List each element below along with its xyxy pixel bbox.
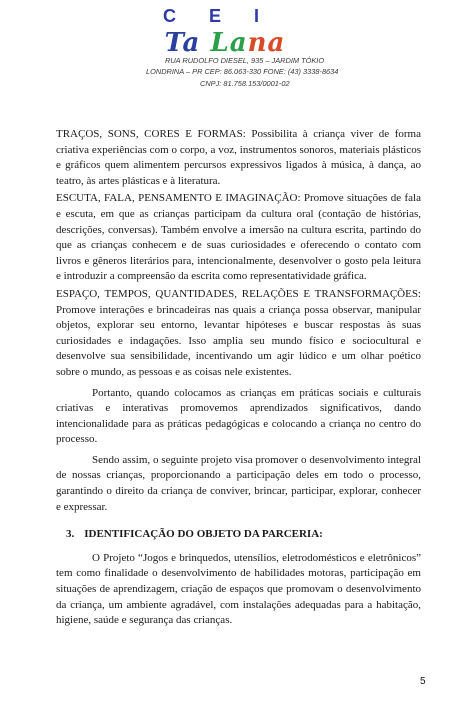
logo-text-la: La — [210, 28, 248, 58]
section-heading — [66, 527, 421, 543]
letterhead — [0, 0, 461, 104]
page-number: 5 — [420, 676, 426, 687]
section-title: IDENTIFICAÇÃO DO OBJETO DA PARCERIA: — [84, 528, 323, 541]
address-line-city-phone: LONDRINA – PR CEP: 86.063-330 FONE: (43) 3338-8634 — [146, 67, 339, 76]
paragraph-espaco-tempos: ESPAÇO, TEMPOS, QUANTIDADES, RELAÇÕES E TRANSFORMAÇÕES: Promove interações e brincadeiras nas quais a criança possa observar, manipular objetos, explorar seu entorno, levantar hipóteses e buscar respostas às suas curiosidades e indagações. Isso amplia seu mundo físico e sociocultural e desenvolve sua sensibilidade, incentivando um agir lúdico e um olhar poético sobre o mundo, as pessoas e as coisas nele existentes. — [56, 287, 421, 378]
paragraph-tracos-sons: TRAÇOS, SONS, CORES E FORMAS: Possibilita à criança viver de forma criativa experiências com o corpo, a voz, instrumentos sonoros, materiais plásticos e gráficos quem alimentem percursos expressivos ligados à música, à dança, ao teatro, às artes plásticas e à literatura. — [56, 128, 421, 187]
document-body — [56, 125, 421, 629]
logo-text-ta: Ta — [164, 28, 201, 58]
paragraph-projeto: O Projeto “Jogos e brinquedos, utensílios, eletrodomésticos e eletrônicos” tem como finalidade o desenvolvimento de habilidades motoras, participação em situações de aprendizagem, criação de espaços que promovam o desenvolvimento da criança, um ambiente agradável, com instalações adequadas para a habitação, higiene, saúde e segurança das crianças. — [56, 551, 421, 627]
cei-heading: C E I — [162, 6, 273, 26]
paragraph-escuta-fala: ESCUTA, FALA, PENSAMENTO E IMAGINAÇÃO: Promove situações de fala e escuta, em que as crianças participam da cultura oral (contação de histórias, descrições, conversas). Também envolve a imersão na cultura escrita, partindo do que as crianças conhecem e de suas curiosidades e oferecendo o contato com livros e gêneros literários para, intencionalmente, desenvolver o gosto pela leitura e introduzir a compreensão da escrita como representatividade gráfica. — [56, 192, 421, 283]
address-line-street: RUA RUDOLFO DIESEL, 935 – JARDIM TÓKIO — [165, 56, 325, 65]
logo-text-na: na — [247, 28, 286, 58]
ta-lana-logo — [150, 28, 300, 58]
paragraph-sendo-assim: Sendo assim, o seguinte projeto visa promover o desenvolvimento integral de nossas crianças, proporcionando a participação deles em todo o processo, garantindo o direito da criança de conviver, brincar, participar, explorar, conhecer e expressar. — [56, 453, 421, 513]
section-number: 3. — [66, 528, 75, 541]
paragraph-portanto: Portanto, quando colocamos as crianças em práticas sociais e culturais criativas e interativas promovemos aprendizados significativos, dando intencionalidade para as práticas pedagógicas e colocando a criança no centro do processo. — [56, 386, 421, 446]
address-line-cnpj: CNPJ: 81.758.153/0001-02 — [200, 79, 290, 88]
